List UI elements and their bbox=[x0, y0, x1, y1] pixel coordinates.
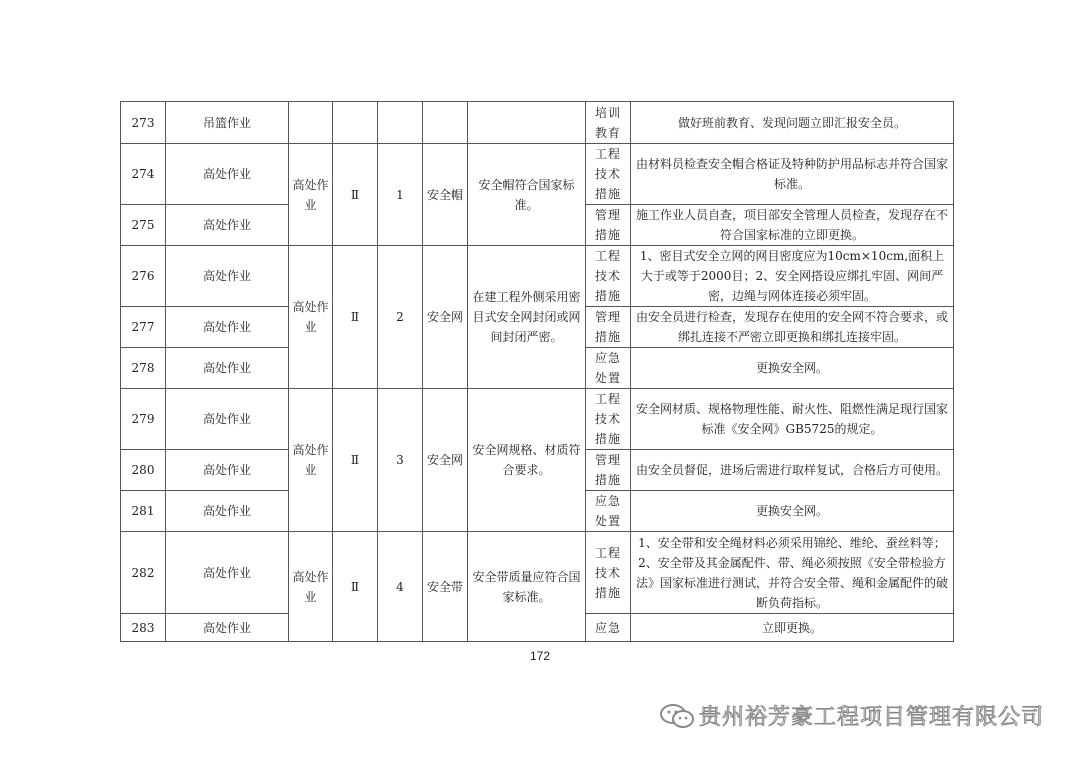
measure-content: 由安全员督促，进场后需进行取样复试，合格后方可使用。 bbox=[631, 450, 954, 491]
measure-content: 1、安全带和安全绳材料必须采用锦纶、维纶、蚕丝料等；2、安全带及其金属配件、带、绳必须按照《安全带检验方法》国家标准进行测试，并符合安全带、绳和金属配件的破断负荷指标。 bbox=[631, 532, 954, 614]
measure-type: 应急处置 bbox=[586, 491, 631, 532]
empty-cell bbox=[468, 102, 586, 144]
group-hazard: 安全帽 bbox=[423, 144, 468, 246]
measure-content: 施工作业人员自查，项目部安全管理人员检查，发现存在不符合国家标准的立即更换。 bbox=[631, 205, 954, 246]
table-row bbox=[121, 389, 954, 450]
group-category: 高处作业 bbox=[289, 532, 333, 642]
measure-type: 应急处置 bbox=[586, 348, 631, 389]
measure-type: 工程技术措施 bbox=[586, 144, 631, 205]
work-type: 高处作业 bbox=[166, 348, 289, 389]
measure-type: 管理措施 bbox=[586, 307, 631, 348]
group-level: Ⅱ bbox=[333, 532, 378, 642]
table-row bbox=[121, 532, 954, 614]
group-index: 2 bbox=[378, 246, 423, 389]
group-requirement: 在建工程外侧采用密目式安全网封闭或网间封闭严密。 bbox=[468, 246, 586, 389]
work-type: 高处作业 bbox=[166, 205, 289, 246]
empty-cell bbox=[378, 102, 423, 144]
measure-type: 工程技术措施 bbox=[586, 532, 631, 614]
work-type: 高处作业 bbox=[166, 246, 289, 307]
row-number: 275 bbox=[121, 205, 166, 246]
group-index: 4 bbox=[378, 532, 423, 642]
work-type: 高处作业 bbox=[166, 389, 289, 450]
measure-type: 应急 bbox=[586, 614, 631, 642]
row-number: 278 bbox=[121, 348, 166, 389]
table-row bbox=[121, 102, 954, 144]
empty-cell bbox=[423, 102, 468, 144]
measure-type: 工程技术措施 bbox=[586, 246, 631, 307]
measure-content: 由材料员检查安全帽合格证及特种防护用品标志并符合国家标准。 bbox=[631, 144, 954, 205]
page-number: 172 bbox=[529, 649, 551, 663]
work-type: 高处作业 bbox=[166, 144, 289, 205]
work-type: 高处作业 bbox=[166, 491, 289, 532]
row-number: 282 bbox=[121, 532, 166, 614]
group-category: 高处作业 bbox=[289, 389, 333, 532]
table-row bbox=[121, 144, 954, 205]
group-requirement: 安全网规格、材质符合要求。 bbox=[468, 389, 586, 532]
work-type: 高处作业 bbox=[166, 450, 289, 491]
group-hazard: 安全网 bbox=[423, 246, 468, 389]
measure-content: 立即更换。 bbox=[631, 614, 954, 642]
empty-cell bbox=[333, 102, 378, 144]
group-requirement: 安全帽符合国家标准。 bbox=[468, 144, 586, 246]
group-index: 3 bbox=[378, 389, 423, 532]
group-hazard: 安全网 bbox=[423, 389, 468, 532]
row-number: 276 bbox=[121, 246, 166, 307]
row-number: 280 bbox=[121, 450, 166, 491]
group-category: 高处作业 bbox=[289, 144, 333, 246]
work-type: 高处作业 bbox=[166, 532, 289, 614]
measure-content: 安全网材质、规格物理性能、耐火性、阻燃性满足现行国家标准《安全网》GB5725的规定。 bbox=[631, 389, 954, 450]
work-type: 高处作业 bbox=[166, 614, 289, 642]
row-number: 273 bbox=[121, 102, 166, 144]
measure-type: 工程技术措施 bbox=[586, 389, 631, 450]
measure-content: 1、密目式安全立网的网目密度应为10cm×10cm,面积上大于或等于2000目；2、安全网搭设应绑扎牢固、网间严密，边绳与网体连接必须牢固。 bbox=[631, 246, 954, 307]
row-number: 274 bbox=[121, 144, 166, 205]
watermark bbox=[659, 700, 1044, 731]
measure-type: 培训教育 bbox=[586, 102, 631, 144]
group-requirement: 安全带质量应符合国家标准。 bbox=[468, 532, 586, 642]
measure-type: 管理措施 bbox=[586, 450, 631, 491]
measure-content: 更换安全网。 bbox=[631, 348, 954, 389]
table-row bbox=[121, 246, 954, 307]
measure-content: 更换安全网。 bbox=[631, 491, 954, 532]
group-level: Ⅱ bbox=[333, 389, 378, 532]
row-number: 279 bbox=[121, 389, 166, 450]
watermark-text: 贵州裕芳豪工程项目管理有限公司 bbox=[698, 705, 1044, 730]
work-type: 吊篮作业 bbox=[166, 102, 289, 144]
work-type: 高处作业 bbox=[166, 307, 289, 348]
group-category: 高处作业 bbox=[289, 246, 333, 389]
group-hazard: 安全带 bbox=[423, 532, 468, 642]
group-index: 1 bbox=[378, 144, 423, 246]
wechat-icon bbox=[659, 702, 695, 730]
measure-content: 由安全员进行检查，发现存在使用的安全网不符合要求，或绑扎连接不严密立即更换和绑扎连接牢固。 bbox=[631, 307, 954, 348]
measure-type: 管理措施 bbox=[586, 205, 631, 246]
empty-cell bbox=[289, 102, 333, 144]
measure-content: 做好班前教育、发现问题立即汇报安全员。 bbox=[631, 102, 954, 144]
row-number: 281 bbox=[121, 491, 166, 532]
group-level: Ⅱ bbox=[333, 144, 378, 246]
row-number: 277 bbox=[121, 307, 166, 348]
group-level: Ⅱ bbox=[333, 246, 378, 389]
row-number: 283 bbox=[121, 614, 166, 642]
risk-control-table bbox=[120, 101, 954, 642]
